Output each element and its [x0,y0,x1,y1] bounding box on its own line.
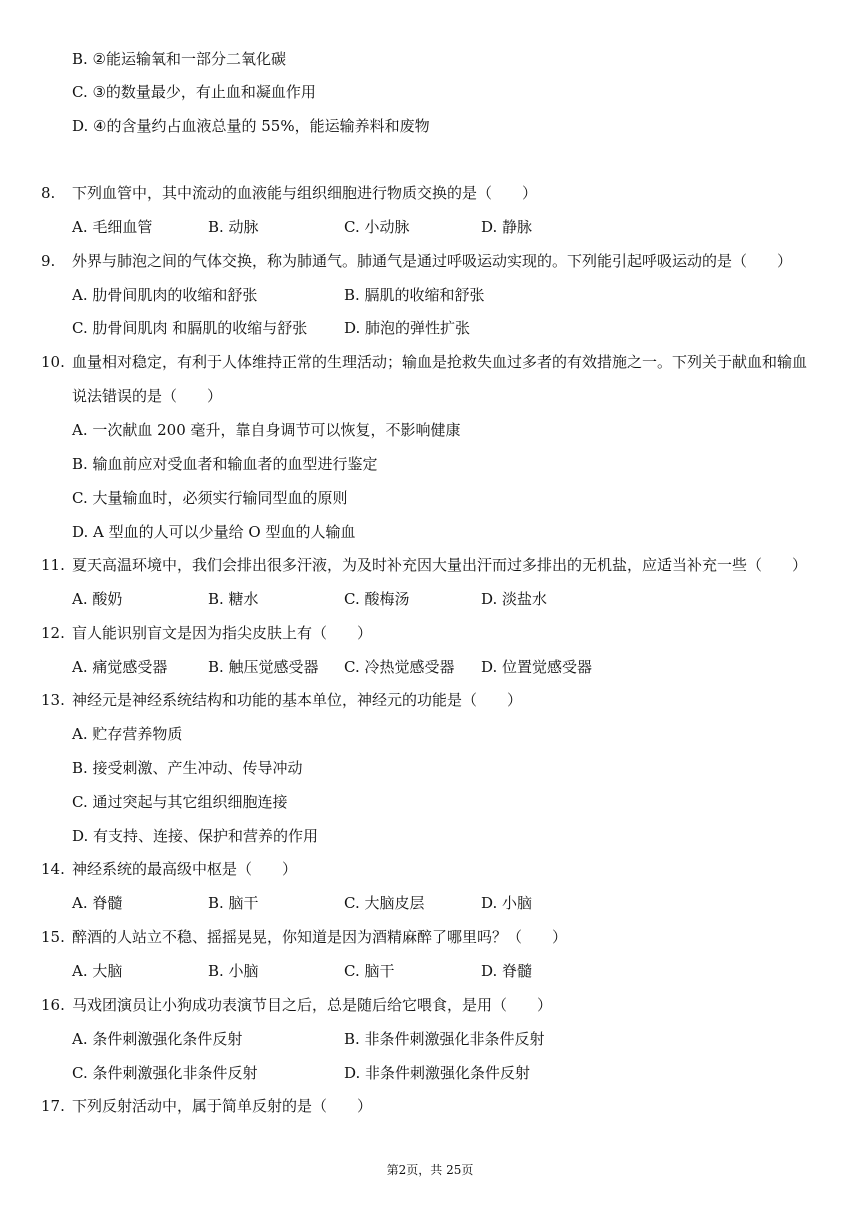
question-number: 12. [41,624,65,642]
option-c[interactable]: C. 酸梅汤 [344,590,410,608]
question-text: 血量相对稳定，有利于人体维持正常的生理活动；输血是抢救失血过多者的有效措施之一。下列关于献血和输血 [72,353,808,371]
option-a[interactable]: A. 大脑 [72,962,123,980]
question-8-options [0,216,860,238]
question-text: 夏天高温环境中，我们会排出很多汗液，为及时补充因大量出汗而过多排出的无机盐，应适当补充一些（ ） [72,556,808,574]
option-b[interactable]: B. 接受刺激、产生冲动、传导冲动 [72,759,303,777]
option-d[interactable]: D. 脊髓 [481,962,533,980]
question-number: 9. [41,252,56,270]
question-number: 17. [41,1097,65,1115]
option-d[interactable]: D. A 型血的人可以少量给 O 型血的人输血 [72,523,356,541]
question-text: 马戏团演员让小狗成功表演节目之后，总是随后给它喂食，是用（ ） [72,996,553,1014]
option-c[interactable]: C. 条件刺激强化非条件反射 [72,1064,258,1082]
question-number: 14. [41,860,65,878]
question-text: 神经系统的最高级中枢是（ ） [72,860,298,878]
option-d[interactable]: D. 肺泡的弹性扩张 [344,319,471,337]
question-text: 神经元是神经系统结构和功能的基本单位，神经元的功能是（ ） [72,691,523,709]
question-number: 16. [41,996,65,1014]
option-c[interactable]: C. 大量输血时，必须实行输同型血的原则 [72,489,348,507]
question-16-options-row2 [0,1062,860,1084]
question-14 [0,858,860,880]
option-a[interactable]: A. 条件刺激强化条件反射 [72,1030,243,1048]
option-b[interactable]: B. 非条件刺激强化非条件反射 [344,1030,545,1048]
question-number: 15. [41,928,65,946]
option-c[interactable]: C. 肋骨间肌肉 和膈肌的收缩与舒张 [72,319,308,337]
option-d[interactable]: D. 位置觉感受器 [481,658,593,676]
option-b[interactable]: B. 小脑 [208,962,259,980]
option-a[interactable]: A. 贮存营养物质 [72,725,183,743]
question-number: 13. [41,691,65,709]
option-d[interactable]: D. 非条件刺激强化条件反射 [344,1064,531,1082]
option-d[interactable]: D. 有支持、连接、保护和营养的作用 [72,827,319,845]
option-d[interactable]: D. 淡盐水 [481,590,548,608]
option-b[interactable]: B. 输血前应对受血者和输血者的血型进行鉴定 [72,455,378,473]
question-text: 下列反射活动中，属于简单反射的是（ ） [72,1097,373,1115]
option-a[interactable]: A. 脊髓 [72,894,123,912]
page-footer: 第2页，共 25页 [386,1163,474,1177]
question-17 [0,1095,860,1117]
question-12 [0,622,860,644]
question-11 [0,554,860,576]
question-number: 8. [41,184,56,202]
question-16-options-row1 [0,1028,860,1050]
question-15-options [0,960,860,982]
option-c[interactable]: C. 小动脉 [344,218,410,236]
question-11-options [0,588,860,610]
question-text: 外界与肺泡之间的气体交换，称为肺通气。肺通气是通过呼吸运动实现的。下列能引起呼吸运动的是（ ） [72,252,793,270]
option-d[interactable]: D. 静脉 [481,218,533,236]
question-8 [0,182,860,204]
option-c[interactable]: C. 通过突起与其它组织细胞连接 [72,793,288,811]
option-a[interactable]: A. 肋骨间肌肉的收缩和舒张 [72,286,258,304]
question-9 [0,250,860,272]
prev-option-d: D. ④的含量约占血液总量的 55%，能运输养料和废物 [72,117,430,135]
question-14-options [0,892,860,914]
question-text: 盲人能识别盲文是因为指尖皮肤上有（ ） [72,624,373,642]
question-10-text-cont: 说法错误的是（ ） [72,387,223,405]
option-c[interactable]: C. 大脑皮层 [344,894,425,912]
prev-option-b: B. ②能运输氧和一部分二氧化碳 [72,50,287,68]
question-12-options [0,656,860,678]
option-b[interactable]: B. 糖水 [208,590,259,608]
option-a[interactable]: A. 痛觉感受器 [72,658,168,676]
question-9-options-row2 [0,317,860,339]
question-number: 11. [41,556,65,574]
question-text: 下列血管中，其中流动的血液能与组织细胞进行物质交换的是（ ） [72,184,538,202]
option-c[interactable]: C. 脑干 [344,962,395,980]
option-b[interactable]: B. 脑干 [208,894,259,912]
option-a[interactable]: A. 毛细血管 [72,218,153,236]
option-b[interactable]: B. 膈肌的收缩和舒张 [344,286,485,304]
option-b[interactable]: B. 动脉 [208,218,259,236]
question-9-options-row1 [0,284,860,306]
option-d[interactable]: D. 小脑 [481,894,533,912]
prev-option-c: C. ③的数量最少，有止血和凝血作用 [72,83,316,101]
question-13 [0,689,860,711]
option-b[interactable]: B. 触压觉感受器 [208,658,319,676]
question-10 [0,351,860,373]
option-a[interactable]: A. 酸奶 [72,590,123,608]
question-16 [0,994,860,1016]
option-a[interactable]: A. 一次献血 200 毫升，靠自身调节可以恢复，不影响健康 [72,421,461,439]
question-15 [0,926,860,948]
question-number: 10. [41,353,65,371]
option-c[interactable]: C. 冷热觉感受器 [344,658,455,676]
question-text: 醉酒的人站立不稳、摇摇晃晃，你知道是因为酒精麻醉了哪里吗？（ ） [72,928,568,946]
